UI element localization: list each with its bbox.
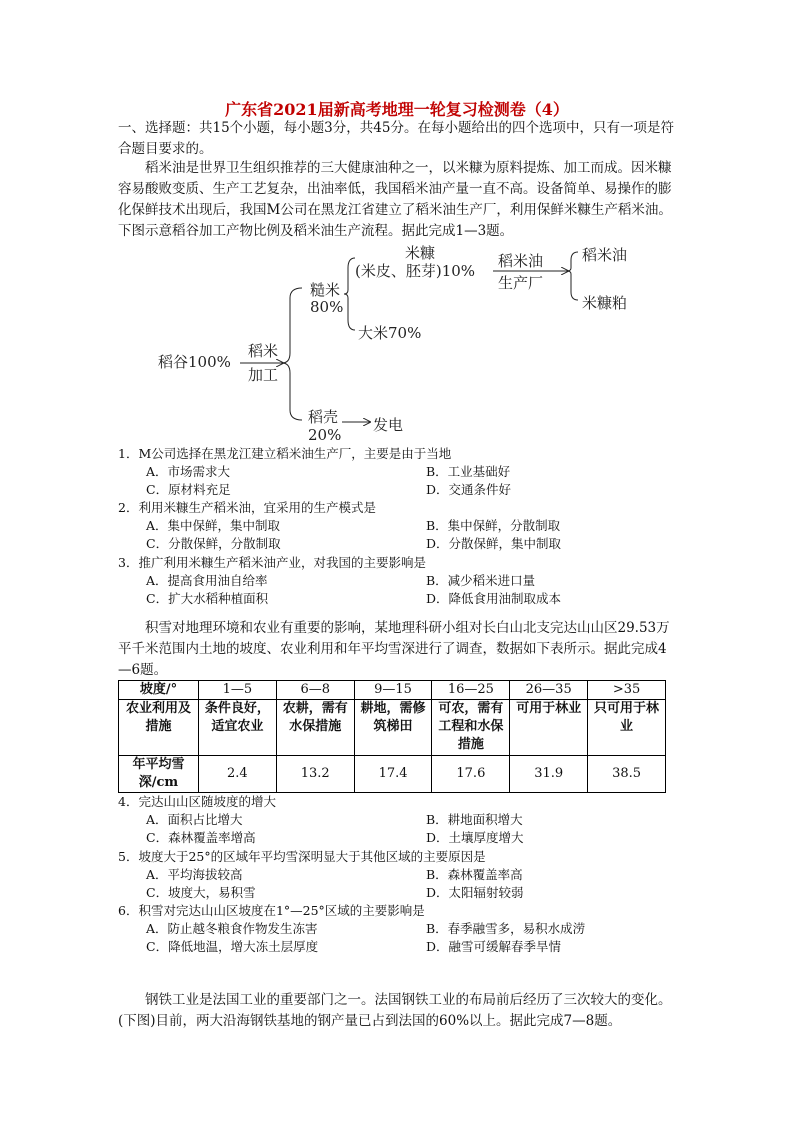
question-1-stem: 1．M公司选择在黑龙江建立稻米油生产厂，主要是由于当地 [118,446,452,461]
diagram-rough-rice: 糙米 [310,281,341,299]
table-header-cell: 6—8 [276,681,354,700]
diagram-start: 稻谷100% [158,353,231,371]
table-cell: 农耕，需有水保措施 [276,700,354,756]
table-cell: 可农，需有工程和水保措施 [432,700,510,756]
table-row [119,700,666,756]
question-3-option-a[interactable]: A．提高食用油自给率 [146,573,268,588]
question-1-option-d[interactable]: D．交通条件好 [426,482,512,497]
table-header-cell: 坡度/° [119,681,199,700]
question-2-option-c[interactable]: C．分散保鲜，分散制取 [146,536,281,551]
question-2-stem: 2．利用米糠生产稻米油，宜采用的生产模式是 [118,500,376,515]
passage-3: 钢铁工业是法国工业的重要部门之一。法国钢铁工业的布局前后经历了三次较大的变化。(下图)目前，两大沿海钢铁基地的钢产量已占到法国的60%以上。据此完成7—8题。 [118,992,672,1029]
rice-processing-diagram [150,238,670,443]
table-header-cell: 1—5 [198,681,276,700]
question-5-stem: 5．坡度大于25°的区域年平均雪深明显大于其他区域的主要原因是 [118,849,486,864]
table-cell: 38.5 [588,756,666,793]
question-6-stem: 6．积雪对完达山山区坡度在1°—25°区域的主要影响是 [118,903,425,918]
table-row-label: 农业利用及措施 [119,700,199,756]
table-row [119,756,666,793]
question-3-option-c[interactable]: C．扩大水稻种植面积 [146,591,269,606]
passage-1: 稻米油是世界卫生组织推荐的三大健康油种之一，以米糠为原料提炼、加工而成。因米糠容易酸败变质、生产工艺复杂，出油率低，我国稻米油产量一直不高。设备简单、易操作的膨化保鲜技术出现后，我国M公司在黑龙江省建立了稻米油生产厂，利用保鲜米糠生产稻米油。下图示意稻谷加工产物比例及稻米油生产流程。据此完成1—3题。 [118,160,672,239]
diagram-rough-rice-pct: 80% [310,298,344,316]
diagram-product-oil: 稻米油 [582,246,628,264]
question-4-option-d[interactable]: D．土壤厚度增大 [426,830,524,845]
table-cell: 只可用于林业 [588,700,666,756]
diagram-husk-pct: 20% [308,426,342,443]
diagram-brace-rough [344,258,355,330]
table-cell: 可用于林业 [510,700,588,756]
question-5-option-d[interactable]: D．太阳辐射较弱 [426,885,524,900]
question-4-option-b[interactable]: B．耕地面积增大 [426,812,523,827]
slope-data-table [118,680,666,793]
table-row-label: 年平均雪深/cm [119,756,199,793]
question-1-option-c[interactable]: C．原材料充足 [146,482,231,497]
question-6-option-c[interactable]: C．降低地温，增大冻土层厚度 [146,939,319,954]
passage-2: 积雪对地理环境和农业有重要的影响，某地理科研小组对长白山北支完达山山区29.53万平千米范围内土地的坡度、农业利用和年平均雪深进行了调查，数据如下表所示。据此完成4—6题。 [118,620,670,678]
question-4-option-a[interactable]: A．面积占比增大 [146,812,243,827]
question-2-option-a[interactable]: A．集中保鲜，集中制取 [146,518,281,533]
diagram-process-top: 稻米 [248,342,279,360]
table-header-cell: >35 [588,681,666,700]
question-1-option-a[interactable]: A．市场需求大 [146,464,231,479]
question-2-option-d[interactable]: D．分散保鲜，集中制取 [426,536,562,551]
page-title: 广东省2021届新高考地理一轮复习检测卷（4） [225,100,569,119]
question-4-stem: 4．完达山山区随坡度的增大 [118,794,276,809]
question-6-option-d[interactable]: D．融雪可缓解春季旱情 [426,939,562,954]
table-cell: 耕地，需修筑梯田 [354,700,432,756]
diagram-product-meal: 米糠粕 [582,294,628,312]
diagram-factory-bottom: 生产厂 [498,274,544,292]
table-cell: 17.6 [432,756,510,793]
table-cell: 31.9 [510,756,588,793]
instructions: 一、选择题：共15个小题，每小题3分，共45分。在每小题给出的四个选项中，只有一项是符合题目要求的。 [118,120,674,157]
question-5-option-a[interactable]: A．平均海拔较高 [146,867,243,882]
diagram-power: 发电 [373,416,404,434]
diagram-bran-detail: (米皮、胚芽)10% [355,262,476,280]
diagram-bran: 米糠 [405,244,436,262]
question-3-option-b[interactable]: B．减少稻米进口量 [426,573,536,588]
table-cell: 2.4 [198,756,276,793]
question-5-option-c[interactable]: C．坡度大，易积雪 [146,885,256,900]
diagram-rice: 大米70% [358,324,422,342]
question-6-option-a[interactable]: A．防止越冬粮食作物发生冻害 [146,921,318,936]
question-6-option-b[interactable]: B．春季融雪多，易积水成涝 [426,921,586,936]
diagram-brace-factory [567,252,578,300]
table-cell: 13.2 [276,756,354,793]
diagram-factory-top: 稻米油 [498,252,544,270]
diagram-husk: 稻壳 [308,408,339,426]
table-header-cell: 26—35 [510,681,588,700]
question-2-option-b[interactable]: B．集中保鲜，分散制取 [426,518,561,533]
table-cell: 17.4 [354,756,432,793]
diagram-process-bottom: 加工 [248,366,279,384]
question-5-option-b[interactable]: B．森林覆盖率高 [426,867,523,882]
question-1-option-b[interactable]: B．工业基础好 [426,464,511,479]
question-3-option-d[interactable]: D．降低食用油制取成本 [426,591,562,606]
diagram-brace-main [282,288,302,420]
table-header-cell: 9—15 [354,681,432,700]
table-cell: 条件良好，适宜农业 [198,700,276,756]
table-header-cell: 16—25 [432,681,510,700]
question-3-stem: 3．推广利用米糠生产稻米油产业，对我国的主要影响是 [118,555,426,570]
question-4-option-c[interactable]: C．森林覆盖率增高 [146,830,256,845]
table-row [119,681,666,700]
